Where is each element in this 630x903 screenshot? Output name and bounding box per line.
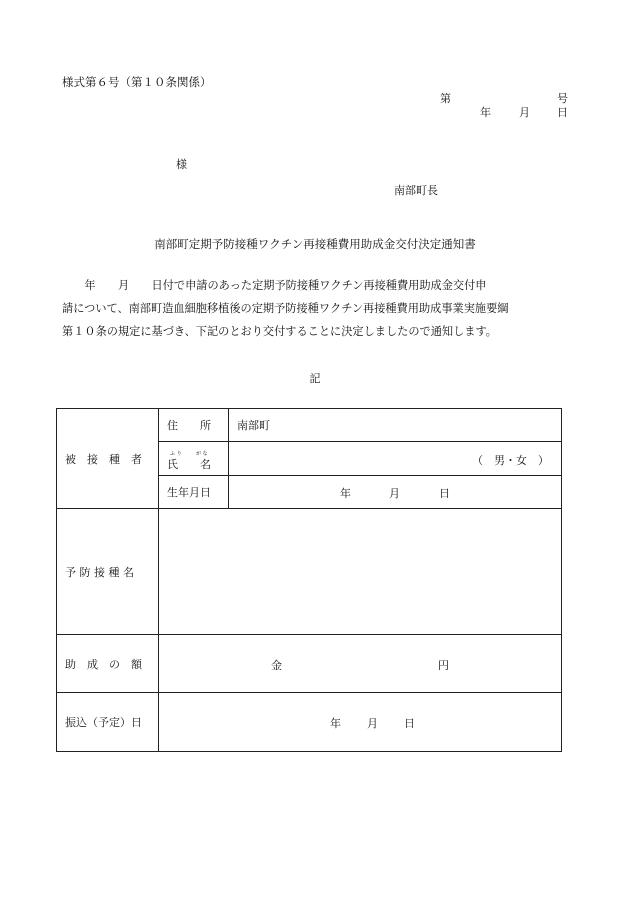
row-address [57, 409, 562, 442]
name-label: 氏 名 [167, 458, 211, 471]
birthdate-value-cell[interactable] [229, 476, 562, 509]
transfer-year: 年 [330, 717, 341, 730]
vaccine-value[interactable] [159, 509, 562, 635]
body-line-2: 請について、南部町造血細胞移植後の定期予防接種ワクチン再接種費用助成事業実施要綱 [62, 302, 509, 315]
transfer-day: 日 [404, 717, 415, 730]
body-paragraph [62, 274, 572, 343]
vaccine-label: 予 防 接 種 名 [57, 509, 159, 635]
amount-suffix: 円 [438, 659, 449, 672]
gender-selector[interactable]: （ 男・女 ） [472, 454, 549, 467]
doc-number-suffix: 号 [557, 92, 568, 105]
birth-day: 日 [439, 487, 450, 500]
row-amount [57, 635, 562, 693]
row-vaccine [57, 509, 562, 635]
birth-month: 月 [389, 487, 400, 500]
grant-details-table [56, 408, 562, 752]
issue-date-day: 日 [557, 106, 568, 119]
birthdate-label: 生年月日 [159, 476, 229, 509]
amount-value-cell[interactable] [159, 635, 562, 693]
name-label-cell [159, 442, 229, 476]
amount-prefix: 金 [271, 659, 282, 672]
birth-year: 年 [340, 487, 351, 500]
addressee-honorific: 様 [176, 158, 187, 171]
body-line-3: 第１０条の規定に基づき、下記のとおり交付することに決定しましたので通知します。 [62, 325, 497, 338]
doc-number-prefix: 第 [440, 92, 451, 105]
form-number: 様式第６号（第１０条関係） [62, 75, 212, 89]
name-ruby-1: ふ り [170, 451, 182, 457]
issue-date-month: 月 [519, 106, 530, 119]
name-value-cell[interactable] [229, 442, 562, 476]
issue-date-year: 年 [480, 106, 491, 119]
ki-mark: 記 [309, 372, 321, 385]
document-title: 南部町定期予防接種ワクチン再接種費用助成金交付決定通知書 [154, 237, 476, 251]
name-ruby-2: が な [196, 451, 208, 457]
transfer-date-label: 振込（予定）日 [57, 693, 159, 752]
issuer-name: 南部町長 [394, 184, 438, 197]
address-value[interactable]: 南部町 [229, 409, 562, 442]
transfer-month: 月 [367, 717, 378, 730]
recipient-label: 被 接 種 者 [57, 409, 159, 509]
transfer-date-value-cell[interactable] [159, 693, 562, 752]
row-transfer-date [57, 693, 562, 752]
amount-label: 助 成 の 額 [57, 635, 159, 693]
body-line-1: 年 月 日付で申請のあった定期予防接種ワクチン再接種費用助成金交付申 [62, 279, 487, 292]
address-label: 住 所 [159, 409, 229, 442]
